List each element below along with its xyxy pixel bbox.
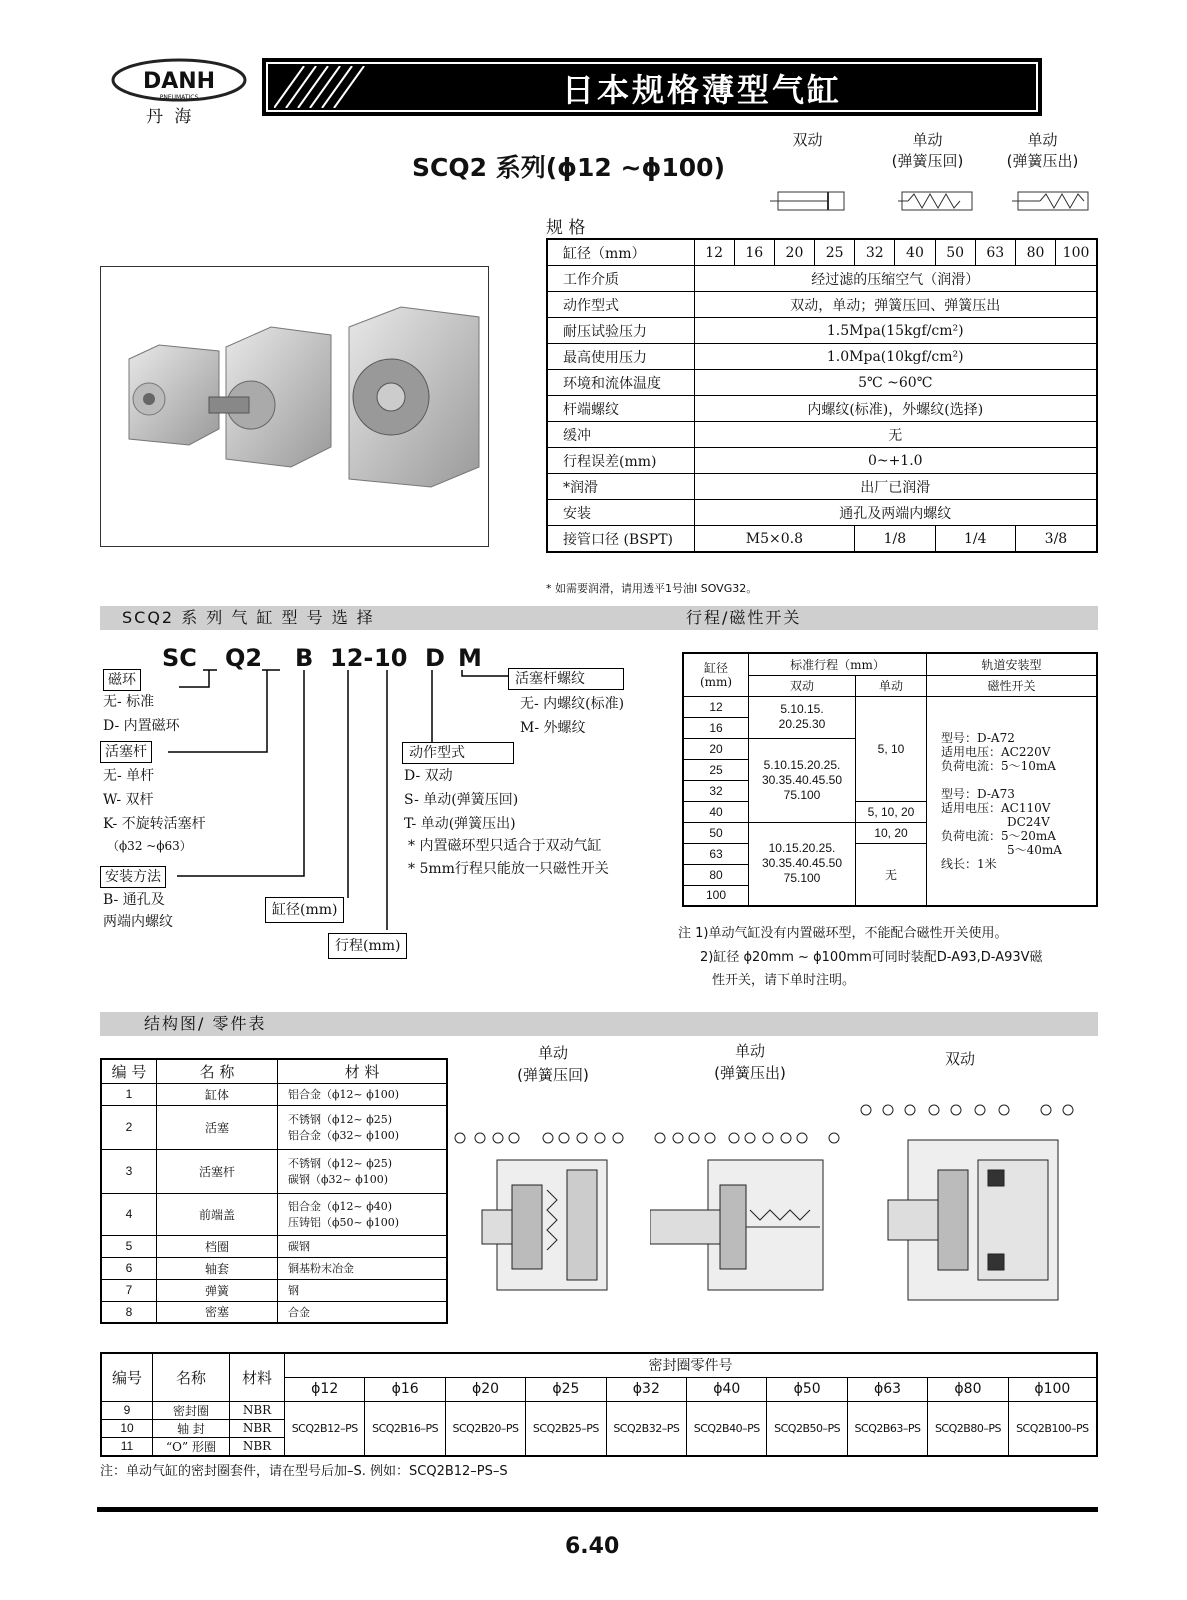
spec-label: 环境和流体温度 bbox=[547, 370, 694, 396]
type-single-extend bbox=[995, 130, 1090, 172]
diagram-title-spring-extend bbox=[695, 1040, 805, 1084]
part-no: 4 bbox=[101, 1193, 157, 1235]
bore-cell: 32 bbox=[855, 239, 895, 266]
type-single-return bbox=[880, 130, 975, 172]
port-value: 1/8 bbox=[855, 526, 935, 553]
part-name: 缸体 bbox=[157, 1083, 278, 1105]
spec-value: 1.0Mpa(10kgf/cm²) bbox=[694, 344, 1097, 370]
part-no: 1 bbox=[101, 1083, 157, 1105]
footer-rule bbox=[97, 1507, 1098, 1512]
port-value: 1/4 bbox=[935, 526, 1015, 553]
svg-text:DANH: DANH bbox=[142, 69, 216, 94]
magnet-item: 无- 标准 bbox=[103, 694, 155, 710]
stroke-h-bore bbox=[683, 653, 749, 696]
double-acting-symbol bbox=[770, 190, 850, 214]
stroke-bore: 25 bbox=[683, 759, 749, 780]
action-item: T- 单动(弹簧压出) bbox=[404, 816, 516, 832]
page-number: 6.40 bbox=[565, 1534, 620, 1559]
spec-label: 杆端螺纹 bbox=[547, 396, 694, 422]
part-name: 活塞杆 bbox=[157, 1149, 278, 1193]
part-no: 8 bbox=[101, 1301, 157, 1323]
spec-label: 动作型式 bbox=[547, 292, 694, 318]
spec-label: 最高使用压力 bbox=[547, 344, 694, 370]
switch-line: DC24V bbox=[1007, 814, 1050, 829]
seal-part-no: SCQ2B12–PS bbox=[285, 1401, 365, 1456]
stroke-bore: 50 bbox=[683, 822, 749, 843]
seal-size: ϕ25 bbox=[526, 1377, 606, 1401]
stroke-double-line: 5.10.15.20.25. bbox=[763, 757, 841, 772]
seal-row-mat: NBR bbox=[230, 1419, 285, 1437]
bore-cell: 25 bbox=[815, 239, 855, 266]
spec-label: 安装 bbox=[547, 500, 694, 526]
rod-item: 无- 单杆 bbox=[103, 768, 155, 784]
diagram-title-line: 单动 bbox=[734, 1042, 765, 1060]
seal-part-no: SCQ2B50–PS bbox=[767, 1401, 847, 1456]
code-thread: M bbox=[458, 644, 482, 672]
seal-part-no: SCQ2B16–PS bbox=[365, 1401, 445, 1456]
stroke-bore: 12 bbox=[683, 696, 749, 717]
stroke-double-group1 bbox=[749, 696, 856, 738]
stroke-h-switch: 磁性开关 bbox=[927, 675, 1098, 696]
part-name: 密塞 bbox=[157, 1301, 278, 1323]
section-bar-model bbox=[100, 606, 1098, 630]
switch-line: 适用电压：AC110V bbox=[941, 800, 1051, 815]
seal-h-no: 编号 bbox=[101, 1353, 153, 1401]
mount-item: B- 通孔及 bbox=[103, 892, 165, 908]
parts-table bbox=[100, 1058, 448, 1324]
part-name: 弹簧 bbox=[157, 1279, 278, 1301]
rod-item: K- 不旋转活塞杆 bbox=[103, 816, 206, 832]
seal-part-no: SCQ2B80–PS bbox=[928, 1401, 1008, 1456]
diagram-title-line: 单动 bbox=[537, 1044, 568, 1062]
part-mat: 铜基粉末冶金 bbox=[278, 1257, 448, 1279]
model-connectors bbox=[100, 640, 660, 980]
seal-size: ϕ32 bbox=[606, 1377, 686, 1401]
bore-cell: 100 bbox=[1056, 239, 1097, 266]
spec-title: 规 格 bbox=[546, 218, 586, 238]
spec-note: * 如需要润滑，请用透平1号油I SOVG32。 bbox=[546, 582, 758, 595]
stroke-single-a: 5, 10 bbox=[856, 696, 927, 801]
seal-part-no: SCQ2B100–PS bbox=[1008, 1401, 1097, 1456]
logo-chinese-name: 丹 海 bbox=[146, 107, 195, 127]
stroke-bore: 80 bbox=[683, 864, 749, 885]
banner-stripes bbox=[274, 66, 374, 108]
spec-value: 经过滤的压缩空气（润滑） bbox=[694, 266, 1097, 292]
seal-row-name: “O” 形圈 bbox=[153, 1437, 230, 1456]
seal-row-no: 9 bbox=[101, 1401, 153, 1419]
seal-row-no: 10 bbox=[101, 1419, 153, 1437]
type-line1: 单动 bbox=[1027, 131, 1058, 149]
type-line1: 单动 bbox=[912, 131, 943, 149]
part-name: 档圈 bbox=[157, 1235, 278, 1257]
code-stroke: 10 bbox=[374, 644, 408, 672]
part-mat: 不锈钢（ϕ12~ ϕ25) bbox=[288, 1113, 392, 1126]
stroke-note-3: 性开关，请下单时注明。 bbox=[712, 973, 856, 988]
port-label: 接管口径 (BSPT) bbox=[547, 526, 694, 553]
bore-cell: 50 bbox=[935, 239, 975, 266]
part-name: 轴套 bbox=[157, 1257, 278, 1279]
seal-size: ϕ20 bbox=[445, 1377, 525, 1401]
seal-size: ϕ63 bbox=[847, 1377, 927, 1401]
spec-table bbox=[546, 238, 1098, 553]
spec-value: 内螺纹(标准)，外螺纹(选择) bbox=[694, 396, 1097, 422]
seal-h-mat: 材料 bbox=[230, 1353, 285, 1401]
switch-line: 适用电压：AC220V bbox=[941, 744, 1051, 759]
stroke-bore: 40 bbox=[683, 801, 749, 822]
stroke-bore: 100 bbox=[683, 885, 749, 906]
part-mat: 碳钢 bbox=[278, 1235, 448, 1257]
switch-line: 5～40mA bbox=[1007, 842, 1062, 857]
code-q2: Q2 bbox=[225, 644, 263, 672]
code-b: B bbox=[295, 644, 314, 672]
spec-label: *润滑 bbox=[547, 474, 694, 500]
part-name: 活塞 bbox=[157, 1105, 278, 1149]
bore-cell: 16 bbox=[734, 239, 774, 266]
seal-size: ϕ50 bbox=[767, 1377, 847, 1401]
bore-cell: 80 bbox=[1015, 239, 1055, 266]
part-mat: 铝合金（ϕ32~ ϕ100) bbox=[288, 1129, 399, 1142]
structure-section-title: 结构图/ 零件表 bbox=[144, 1014, 267, 1033]
seal-part-no: SCQ2B20–PS bbox=[445, 1401, 525, 1456]
spec-value: 出厂已润滑 bbox=[694, 474, 1097, 500]
action-item: * 内置磁环型只适合于双动气缸 bbox=[408, 838, 602, 854]
part-no: 6 bbox=[101, 1257, 157, 1279]
spec-label: 缓冲 bbox=[547, 422, 694, 448]
seal-table bbox=[100, 1352, 1098, 1457]
diagram-title-line: (弹簧压回) bbox=[517, 1066, 589, 1084]
bore-cell: 63 bbox=[975, 239, 1015, 266]
stroke-h-bore-unit: (mm) bbox=[699, 674, 733, 689]
stroke-bore: 32 bbox=[683, 780, 749, 801]
type-double bbox=[770, 130, 845, 151]
stroke-note-1: 注 1)单动气缸没有内置磁环型，不能配合磁性开关使用。 bbox=[678, 926, 1008, 941]
part-mat: 铝合金（ϕ12~ ϕ40) bbox=[288, 1200, 392, 1213]
diagram-title-spring-return bbox=[498, 1042, 608, 1086]
stroke-single-c: 10, 20 bbox=[856, 822, 927, 843]
series-title: SCQ2 系列(ϕ12 ~ϕ100) bbox=[412, 153, 726, 182]
seal-part-no: SCQ2B25–PS bbox=[526, 1401, 606, 1456]
stroke-h-bore-text: 缸径 bbox=[703, 660, 728, 675]
part-mat: 钢 bbox=[278, 1279, 448, 1301]
parts-h-no: 编 号 bbox=[101, 1059, 157, 1083]
code-action: D bbox=[425, 644, 445, 672]
part-name: 前端盖 bbox=[157, 1193, 278, 1235]
stroke-double-group3 bbox=[749, 822, 856, 906]
part-mat: 铝合金（ϕ12~ ϕ100) bbox=[278, 1083, 448, 1105]
bore-label: 缸径（mm） bbox=[547, 239, 694, 266]
seal-h-name: 名称 bbox=[153, 1353, 230, 1401]
diagram-title-double bbox=[920, 1048, 1000, 1070]
action-item: S- 单动(弹簧压回) bbox=[404, 792, 519, 808]
parts-h-name: 名 称 bbox=[157, 1059, 278, 1083]
part-mat: 压铸铝（ϕ50~ ϕ100) bbox=[288, 1216, 399, 1229]
spring-return-symbol bbox=[898, 190, 978, 214]
rod-item: W- 双杆 bbox=[103, 792, 154, 808]
stroke-double-line: 75.100 bbox=[783, 871, 821, 886]
seal-row-name: 密封圈 bbox=[153, 1401, 230, 1419]
stroke-double-line: 5.10.15. bbox=[780, 702, 824, 716]
thread-item: 无- 内螺纹(标准) bbox=[520, 696, 625, 712]
part-no: 3 bbox=[101, 1149, 157, 1193]
stroke-double-line: 10.15.20.25. bbox=[768, 841, 836, 856]
action-item: * 5mm行程只能放一只磁性开关 bbox=[408, 861, 609, 877]
type-line2: (弹簧压回) bbox=[891, 152, 964, 170]
parts-h-mat: 材 料 bbox=[278, 1059, 448, 1083]
diagram-title-line: 双动 bbox=[944, 1050, 975, 1068]
product-photo bbox=[100, 266, 489, 547]
code-bore: 12- bbox=[330, 644, 374, 672]
section-bar-structure bbox=[100, 1012, 1098, 1036]
seal-row-mat: NBR bbox=[230, 1401, 285, 1419]
stroke-double-line: 20.25.30 bbox=[778, 717, 826, 731]
spec-value: 5℃ ~60℃ bbox=[694, 370, 1097, 396]
seal-h-group: 密封圈零件号 bbox=[285, 1353, 1098, 1377]
seal-size: ϕ80 bbox=[928, 1377, 1008, 1401]
seal-part-no: SCQ2B32–PS bbox=[606, 1401, 686, 1456]
spec-value: 1.5Mpa(15kgf/cm²) bbox=[694, 318, 1097, 344]
type-line2: 双动 bbox=[792, 131, 823, 149]
stroke-bore: 63 bbox=[683, 843, 749, 864]
stroke-bore: 20 bbox=[683, 738, 749, 759]
stroke-double-line: 75.100 bbox=[783, 787, 821, 802]
stroke-h-double: 双动 bbox=[749, 675, 856, 696]
stroke-bore: 16 bbox=[683, 717, 749, 738]
bore-cell: 12 bbox=[694, 239, 734, 266]
rod-box: 活塞杆 bbox=[100, 741, 152, 763]
stroke-table bbox=[682, 652, 1098, 907]
part-mat: 合金 bbox=[278, 1301, 448, 1323]
spec-value: 无 bbox=[694, 422, 1097, 448]
diagram-title-line: (弹簧压出) bbox=[714, 1064, 786, 1082]
port-value: M5×0.8 bbox=[694, 526, 855, 553]
seal-row-mat: NBR bbox=[230, 1437, 285, 1456]
switch-line: 型号：D-A73 bbox=[941, 786, 1015, 801]
spec-label: 行程误差(mm) bbox=[547, 448, 694, 474]
stroke-box: 行程(mm) bbox=[328, 933, 407, 959]
code-sc: SC bbox=[162, 644, 197, 672]
switch-line: 线长：1米 bbox=[941, 856, 997, 871]
part-no: 5 bbox=[101, 1235, 157, 1257]
part-mat: 碳钢（ϕ32~ ϕ100) bbox=[288, 1173, 388, 1186]
seal-part-no: SCQ2B63–PS bbox=[847, 1401, 927, 1456]
bore-cell: 20 bbox=[774, 239, 814, 266]
stroke-h-std: 标准行程（mm） bbox=[749, 653, 927, 675]
seal-row-no: 11 bbox=[101, 1437, 153, 1456]
mount-box: 安装方法 bbox=[100, 866, 166, 888]
seal-note: 注：单动气缸的密封圈套件，请在型号后加–S. 例如：SCQ2B12–PS–S bbox=[100, 1464, 508, 1479]
seal-size: ϕ40 bbox=[687, 1377, 767, 1401]
stroke-h-rail: 轨道安装型 bbox=[927, 653, 1098, 675]
magnet-box: 磁环 bbox=[103, 669, 141, 691]
page-title: 日本规格薄型气缸 bbox=[562, 71, 843, 109]
seal-row-name: 轴 封 bbox=[153, 1419, 230, 1437]
bore-cell: 40 bbox=[895, 239, 935, 266]
action-box: 动作型式 bbox=[402, 742, 514, 764]
switch-line: 负荷电流：5～10mA bbox=[941, 758, 1056, 773]
spec-value: 双动，单动；弹簧压回、弹簧压出 bbox=[694, 292, 1097, 318]
stroke-h-single: 单动 bbox=[856, 675, 927, 696]
model-section-title: SCQ2 系 列 气 缸 型 号 选 择 bbox=[122, 608, 375, 627]
spec-value: 0~+1.0 bbox=[694, 448, 1097, 474]
switch-spec bbox=[927, 696, 1098, 906]
seal-size: ϕ100 bbox=[1008, 1377, 1097, 1401]
stroke-double-group2 bbox=[749, 738, 856, 822]
stroke-section-title: 行程/磁性开关 bbox=[686, 608, 802, 627]
title-banner bbox=[262, 58, 1042, 116]
seal-size: ϕ16 bbox=[365, 1377, 445, 1401]
action-item: D- 双动 bbox=[404, 768, 453, 784]
section-diagram-spring-return bbox=[452, 1130, 632, 1310]
type-line2: (弹簧压出) bbox=[1006, 152, 1079, 170]
switch-line: 型号：D-A72 bbox=[941, 730, 1015, 745]
spec-label: 工作介质 bbox=[547, 266, 694, 292]
stroke-single-d: 无 bbox=[856, 843, 927, 906]
seal-part-no: SCQ2B40–PS bbox=[687, 1401, 767, 1456]
stroke-double-line: 30.35.40.45.50 bbox=[761, 856, 843, 871]
mount-item: 两端内螺纹 bbox=[103, 914, 173, 930]
thread-box: 活塞杆螺纹 bbox=[508, 668, 624, 690]
rod-item: （ϕ32 ~ϕ63） bbox=[107, 839, 192, 853]
spec-value: 通孔及两端内螺纹 bbox=[694, 500, 1097, 526]
stroke-note-2: 2)缸径 ϕ20mm ~ ϕ100mm可同时装配D-A93,D-A93V磁 bbox=[700, 950, 1043, 965]
stroke-double-line: 30.35.40.45.50 bbox=[761, 772, 843, 787]
switch-line: 负荷电流：5～20mA bbox=[941, 828, 1056, 843]
stroke-single-b: 5, 10, 20 bbox=[856, 801, 927, 822]
danh-logo bbox=[110, 58, 248, 128]
part-no: 7 bbox=[101, 1279, 157, 1301]
port-value: 3/8 bbox=[1015, 526, 1097, 553]
bore-box: 缸径(mm) bbox=[265, 897, 344, 923]
section-diagram-double bbox=[858, 1100, 1078, 1310]
magnet-item: D- 内置磁环 bbox=[103, 718, 180, 734]
spring-extend-symbol bbox=[1012, 190, 1092, 214]
section-diagram-spring-extend bbox=[650, 1130, 840, 1310]
spec-label: 耐压试验压力 bbox=[547, 318, 694, 344]
thread-item: M- 外螺纹 bbox=[520, 720, 586, 736]
part-mat: 不锈钢（ϕ12~ ϕ25) bbox=[288, 1157, 392, 1170]
svg-text:PNEUMATICS: PNEUMATICS bbox=[159, 94, 199, 101]
part-no: 2 bbox=[101, 1105, 157, 1149]
seal-size: ϕ12 bbox=[285, 1377, 365, 1401]
